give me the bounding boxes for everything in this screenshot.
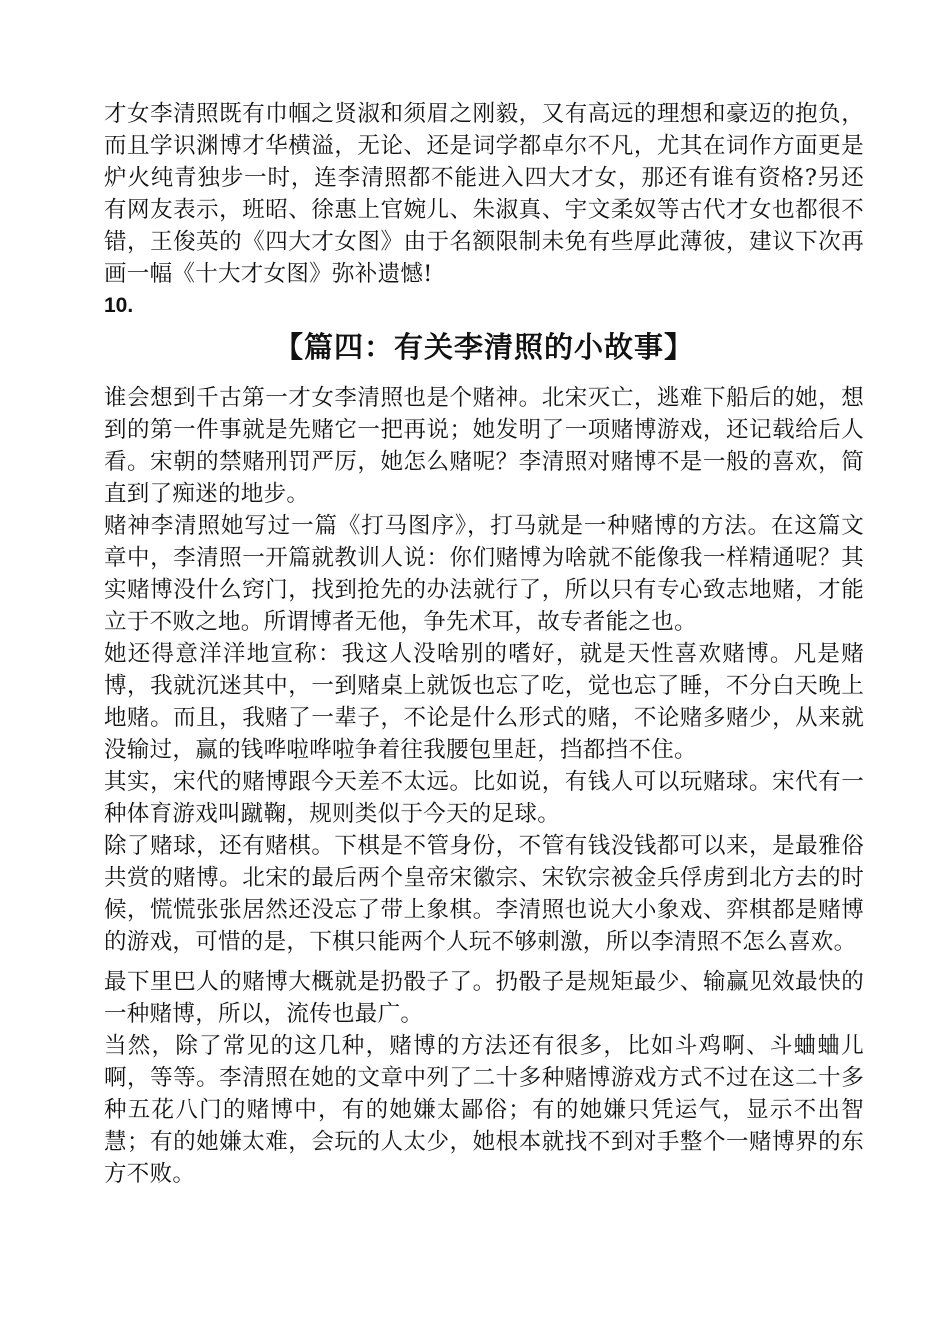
section-title: 【篇四：有关李清照的小故事】 — [273, 330, 694, 364]
paragraph-spacer — [104, 958, 864, 966]
paragraph-song-gambling: 其实，宋代的赌博跟今天差不太远。比如说，有钱人可以玩赌球。宋代有一种体育游戏叫蹴鞠，规则类似于今天的足球。 — [104, 769, 864, 827]
document-page — [104, 98, 864, 1190]
paragraph-dama-tuxu: 赌神李清照她写过一篇《打马图序》，打马就是一种赌博的方法。在这篇文章中，李清照一开篇就教训人说：你们赌博为啥就不能像我一样精通呢？其实赌博没什么窍门，找到抢先的办法就行了，所以只有专心致志地赌，才能立于不败之地。所谓博者无他，争先术耳，故专者能之也。 — [104, 513, 864, 635]
paragraph-boast: 她还得意洋洋地宣称：我这人没啥别的嗜好，就是天性喜欢赌博。凡是赌博，我就沉迷其中，一到赌桌上就饭也忘了吃，觉也忘了睡，不分白天晚上地赌。而且，我赌了一辈子，不论是什么形式的赌，不论赌多赌少，从来就没输过，赢的钱哗啦哗啦争着往我腰包里赶，挡都挡不住。 — [104, 641, 864, 763]
item-number: 10. — [104, 294, 134, 317]
intro-paragraph: 才女李清照既有巾帼之贤淑和须眉之刚毅，又有高远的理想和豪迈的抱负，而且学识渊博才华横溢，无论、还是词学都卓尔不凡，尤其在词作方面更是炉火纯青独步一时，连李清照都不能进入四大才女，那还有谁有资格?另还有网友表示，班昭、徐惠上官婉儿、朱淑真、宇文柔奴等古代才女也都很不错，王俊英的《四大才女图》由于名额限制未免有些厚此薄彼，建议下次再画一幅《十大才女图》弥补遗憾! — [104, 101, 864, 287]
paragraph-dice: 最下里巴人的赌博大概就是扔骰子了。扔骰子是规矩最少、输赢见效最快的一种赌博，所以，流传也最广。 — [104, 969, 864, 1027]
paragraph-other-games: 当然，除了常见的这几种，赌博的方法还有很多，比如斗鸡啊、斗蛐蛐儿啊，等等。李清照在她的文章中列了二十多种赌博游戏方式不过在这二十多种五花八门的赌博中，有的她嫌太鄙俗；有的她嫌只凭运气，显示不出智慧；有的她嫌太难，会玩的人太少，她根本就找不到对手整个一赌博界的东方不败。 — [104, 1033, 864, 1187]
paragraph-chess: 除了赌球，还有赌棋。下棋是不管身份，不管有钱没钱都可以来，是最雅俗共赏的赌博。北宋的最后两个皇帝宋徽宗、宋钦宗被金兵俘虏到北方去的时候，慌慌张张居然还没忘了带上象棋。李清照也说大小象戏、弈棋都是赌博的游戏，可惜的是，下棋只能两个人玩不够刺激，所以李清照不怎么喜欢。 — [104, 833, 864, 955]
paragraph-gambling-goddess: 谁会想到千古第一才女李清照也是个赌神。北宋灭亡，逃难下船后的她，想到的第一件事就是先赌它一把再说；她发明了一项赌博游戏，还记载给后人看。宋朝的禁赌刑罚严厉，她怎么赌呢？李清照对赌博不是一般的喜欢，简直到了痴迷的地步。 — [104, 385, 864, 507]
